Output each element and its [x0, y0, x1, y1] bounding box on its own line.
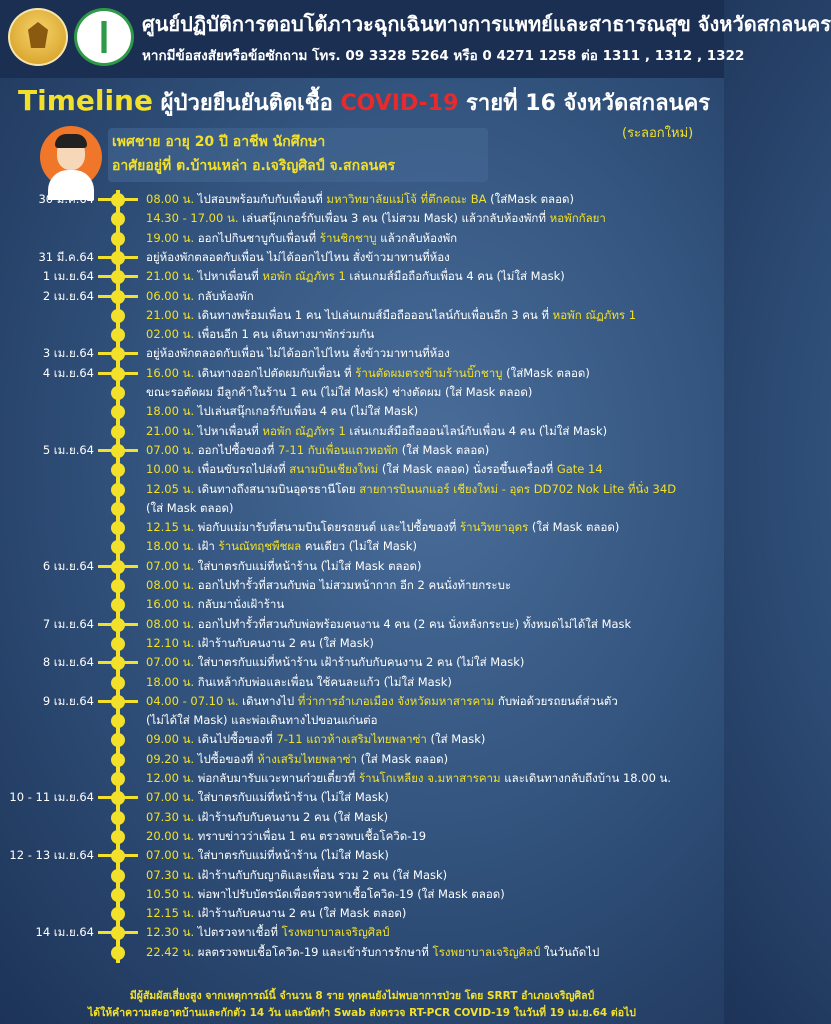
event-highlight: 08.00 น. — [146, 616, 198, 631]
event-highlight: 12.05 น. — [146, 481, 198, 496]
event-highlight: 12.15 น. — [146, 906, 198, 921]
timeline-event — [146, 595, 284, 614]
timeline-row — [0, 692, 724, 711]
timeline-row — [0, 750, 724, 769]
timeline-row — [0, 460, 724, 479]
timeline-event — [146, 730, 485, 749]
event-highlight: 07.00 น. — [146, 655, 198, 670]
event-highlight: 7-11 แถวห้างเสริมไทยพลาซ่า — [276, 732, 427, 747]
event-text: (ไม่ได้ใส่ Mask) และพ่อเดินทางไปขอนแก่นต่อ — [146, 713, 378, 728]
timeline-dot — [111, 386, 125, 400]
event-text: ไปสอบพร้อมกับกับเพื่อนที่ — [197, 192, 327, 206]
event-highlight: 07.30 น. — [146, 867, 198, 882]
timeline-event — [146, 460, 603, 479]
event-text: ผลตรวจพบเชื้อโควิด-19 และเข้ารับการรักษาที่ — [197, 944, 433, 959]
timeline-dot — [111, 309, 125, 323]
timeline-dot — [111, 212, 125, 226]
timeline-row — [0, 595, 724, 614]
event-highlight: 21.00 น. — [146, 423, 198, 438]
event-text: เพื่อนอีก 1 คน เดินทางมาพักร่วมกัน — [197, 327, 375, 342]
patient-info-box — [108, 128, 488, 182]
timeline-dot — [111, 907, 125, 921]
event-highlight: 02.00 น. — [146, 327, 198, 342]
timeline-dot — [111, 849, 125, 863]
timeline-event — [146, 827, 426, 846]
timeline-event — [146, 306, 636, 325]
event-highlight: 20.00 น. — [146, 828, 198, 843]
event-text: ไปตรวจหาเชื้อที่ — [197, 925, 282, 940]
timeline-dot — [111, 637, 125, 651]
timeline-event — [146, 325, 374, 344]
event-text: ใส่บาตรกับแม่ที่หน้าร้าน (ไม่ใส่ Mask) — [197, 848, 389, 863]
timeline-row — [0, 615, 724, 634]
title-relapse-note: (ระลอกใหม่) — [622, 126, 694, 141]
timeline-dot — [111, 405, 125, 419]
event-text: ออกไปกินชาบูกับเพื่อนที่ — [197, 230, 320, 245]
event-text: ใส่บาตรกับแม่ที่หน้าร้าน เฝ้าร้านกับกับคนงาน 2 คน (ไม่ใส่ Mask) — [197, 655, 525, 670]
event-text: เดินไปซื้อของที่ — [197, 732, 277, 747]
timeline-date: 9 เม.ย.64 — [42, 693, 94, 708]
timeline-event — [146, 248, 450, 267]
timeline-event — [146, 808, 388, 827]
event-highlight: 08.00 น. — [146, 578, 198, 592]
event-text: เฝ้า — [197, 539, 219, 554]
timeline-row — [0, 808, 724, 827]
event-text: (ใส่ Mask ตลอด) นั่งรอขึ้นเครื่องที่ — [378, 462, 557, 477]
title-part2: รายที่ 16 จังหวัดสกลนคร — [458, 91, 711, 116]
event-highlight: ร้านณัทฤชพืชผล — [218, 539, 302, 554]
timeline-date: 31 มี.ค.64 — [38, 249, 94, 264]
timeline-dot — [111, 830, 125, 844]
event-highlight: 21.00 น. — [146, 269, 198, 284]
event-text: ในวันถัดไป — [540, 944, 600, 959]
timeline-dot — [111, 328, 125, 342]
timeline-row — [0, 788, 724, 807]
timeline-row — [0, 711, 724, 730]
timeline-event — [146, 885, 505, 904]
event-text: ทราบข่าวว่าเพื่อน 1 คน ตรวจพบเชื้อโควิด-19 — [197, 828, 427, 843]
timeline-row — [0, 673, 724, 692]
timeline-dot — [111, 290, 125, 304]
patient-info-line2: อาศัยอยู่ที่ ต.บ้านเหล่า อ.เจริญศิลป์ จ.สกลนคร — [112, 158, 396, 174]
timeline-event — [146, 615, 631, 634]
timeline-row — [0, 653, 724, 672]
event-highlight: 22.42 น. — [146, 944, 198, 959]
event-text: กลับห้องพัก — [197, 288, 254, 303]
timeline-row — [0, 923, 724, 942]
event-text: (ใส่ Mask ตลอด) — [356, 751, 449, 766]
avatar-hair — [55, 134, 87, 148]
timeline-event — [146, 267, 565, 286]
event-highlight: 06.00 น. — [146, 288, 198, 303]
event-highlight: 04.00 - 07.10 น. — [146, 693, 243, 708]
province-seal-logo — [8, 8, 68, 66]
footer-note — [0, 988, 724, 1022]
event-text: เฝ้าร้านกับกับคนงาน 2 คน (ใส่ Mask) — [197, 809, 389, 824]
timeline-event — [146, 383, 532, 402]
timeline-dot — [111, 753, 125, 767]
event-text: เฝ้าร้านกับกับญาติและเพื่อน รวม 2 คน (ใส่ Mask) — [197, 867, 448, 882]
timeline-event — [146, 190, 574, 209]
timeline-row — [0, 422, 724, 441]
event-highlight: หอพัก ณัฏภัทร 1 — [262, 423, 346, 438]
event-text: เพื่อนขับรถไปส่งที่ — [197, 462, 290, 477]
timeline-row — [0, 229, 724, 248]
timeline-dot — [111, 560, 125, 574]
timeline-date: 1 เม.ย.64 — [42, 269, 94, 284]
event-highlight: 19.00 น. — [146, 230, 198, 245]
timeline-dot — [111, 444, 125, 458]
header-title: ศูนย์ปฏิบัติการตอบโต้ภาวะฉุกเฉินทางการแพทย์และสาธารณสุข จังหวัดสกลนคร — [142, 12, 831, 36]
timeline-event — [146, 846, 389, 865]
event-highlight: ที่ว่าการอำเภอเมือง จังหวัดมหาสารคาม — [297, 693, 495, 708]
timeline-event — [146, 344, 450, 363]
timeline-dot — [111, 502, 125, 516]
timeline-dot — [111, 521, 125, 535]
event-highlight: 16.00 น. — [146, 597, 198, 612]
event-text: อยู่ห้องพักตลอดกับเพื่อน ไม่ได้ออกไปไหน สั่งข้าวมาทานที่ห้อง — [146, 249, 450, 264]
timeline-event — [146, 499, 233, 518]
event-text: และเดินทางกลับถึงบ้าน 18.00 น. — [500, 771, 672, 785]
title-timeline: Timeline — [18, 84, 153, 117]
timeline-event — [146, 287, 254, 306]
timeline-dot — [111, 714, 125, 728]
timeline-dot — [111, 270, 125, 284]
timeline-row — [0, 769, 724, 788]
timeline-event — [146, 209, 606, 228]
timeline-event — [146, 537, 417, 556]
event-highlight: หอพัก ณัฏภัทร 1 — [262, 269, 346, 284]
event-text: (ใส่ Mask ตลอด) — [528, 520, 620, 535]
event-highlight: 10.50 น. — [146, 886, 198, 901]
timeline-row — [0, 480, 724, 499]
event-highlight: หอพัก ณัฏภัทร 1 — [552, 307, 637, 322]
event-highlight: ร้านตัดผมตรงข้ามร้านบิ๊กชาบู — [355, 365, 503, 380]
event-highlight: สนามบินเชียงใหม่ — [289, 462, 379, 477]
event-text: พ่อกับแม่มารับที่สนามบินโดยรถยนต์ และไปซื้อของที่ — [197, 520, 460, 535]
event-highlight: สายการบินนกแอร์ เชียงใหม่ - อุดร DD702 Nok Lite ที่นั่ง 34D — [359, 481, 677, 496]
timeline-dot — [111, 656, 125, 670]
timeline-dot — [111, 695, 125, 709]
timeline-event — [146, 518, 619, 537]
timeline-date: 30 มี.ค.64 — [38, 192, 94, 206]
timeline-event — [146, 402, 418, 421]
timeline-event — [146, 943, 599, 962]
timeline-dot — [111, 618, 125, 632]
event-highlight: 14.30 - 17.00 น. — [146, 211, 243, 226]
timeline-event — [146, 923, 389, 942]
event-highlight: 18.00 น. — [146, 404, 198, 419]
timeline-event — [146, 653, 524, 672]
event-highlight: 7-11 กับเพื่อนแถวหอพัก — [277, 442, 399, 457]
event-highlight: 07.00 น. — [146, 442, 198, 457]
timeline-event — [146, 229, 457, 248]
event-highlight: ห้างเสริมไทยพลาซ่า — [257, 751, 357, 766]
event-text: (ใส่ Mask ตลอด) — [146, 500, 234, 515]
event-text: กลับมานั่งเฝ้าร้าน — [197, 597, 285, 612]
timeline-row — [0, 248, 724, 267]
timeline-date: 7 เม.ย.64 — [42, 616, 94, 631]
event-text: ไปซื้อของที่ — [197, 751, 258, 766]
event-text: ใส่บาตรกับแม่ที่หน้าร้าน (ไม่ใส่ Mask) — [197, 790, 389, 805]
timeline-date: 2 เม.ย.64 — [42, 288, 94, 303]
timeline-event — [146, 364, 590, 383]
event-text: กินเหล้ากับพ่อและเพื่อน ใช้คนละแก้ว (ไม่ใส่ Mask) — [197, 674, 452, 689]
event-highlight: 07.00 น. — [146, 848, 198, 863]
timeline-row — [0, 364, 724, 383]
timeline-dot — [111, 869, 125, 883]
timeline-row — [0, 441, 724, 460]
event-text: เฝ้าร้านกับคนงาน 2 คน (ใส่ Mask ตลอด) — [197, 906, 407, 921]
timeline-dot — [111, 483, 125, 497]
timeline-date: 5 เม.ย.64 — [42, 442, 94, 457]
timeline-event — [146, 441, 489, 460]
event-text: ออกไปซื้อของที่ — [197, 442, 278, 457]
event-text: พ่อพาไปรับบัตรนัดเพื่อตรวจหาเชื้อโควิด-19 (ใส่ Mask ตลอด) — [197, 886, 505, 901]
timeline-event — [146, 711, 378, 730]
timeline-row — [0, 885, 724, 904]
timeline-row — [0, 904, 724, 923]
timeline-date: 4 เม.ย.64 — [42, 365, 94, 380]
patient-avatar-icon — [40, 126, 102, 188]
header-contact: หากมีข้อสงสัยหรือข้อซักถาม โทร. 09 3328 5264 หรือ 0 4271 1258 ต่อ 1311 , 1312 , 1322 — [142, 48, 745, 64]
timeline-event — [146, 788, 389, 807]
patient-info-line1: เพศชาย อายุ 20 ปี อาชีพ นักศึกษา — [112, 134, 326, 150]
timeline-row — [0, 730, 724, 749]
timeline-date: 12 - 13 เม.ย.64 — [9, 848, 94, 863]
event-highlight: 12.15 น. — [146, 520, 198, 535]
timeline-row — [0, 576, 724, 595]
event-text: ออกไปทำรั้วที่สวนกับพ่อ ไม่สวมหน้ากาก อีก 2 คนนั่งท้ายกระบะ — [197, 578, 512, 592]
event-text: พ่อกลับมารับแวะทานก๋วยเตี๋ยวที่ — [197, 771, 359, 785]
header-bar — [0, 0, 831, 78]
event-text: (ใส่Mask ตลอด) — [486, 192, 574, 206]
timeline-row — [0, 518, 724, 537]
event-text: เฝ้าร้านกับคนงาน 2 คน (ใส่ Mask) — [197, 635, 374, 650]
timeline-dot — [111, 926, 125, 940]
event-text: ขณะรอตัดผม มีลูกค้าในร้าน 1 คน (ไม่ใส่ Mask) ช่างตัดผม (ใส่ Mask ตลอด) — [146, 385, 533, 399]
timeline-event — [146, 904, 406, 923]
timeline-date: 8 เม.ย.64 — [42, 655, 94, 670]
timeline-row — [0, 634, 724, 653]
event-highlight: โรงพยาบาลเจริญศิลป์ — [432, 944, 541, 959]
timeline-row — [0, 866, 724, 885]
footer-line2: ได้ให้คำความสะอาดบ้านและกักตัว 14 วัน และนัดทำ Swab ส่งตรวจ RT-PCR COVID-19 ในวันที่ 19 เม.ย.64 ต่อไป — [88, 1007, 636, 1019]
timeline-row — [0, 827, 724, 846]
timeline-row — [0, 846, 724, 865]
timeline-dot — [111, 193, 125, 207]
timeline-dot — [111, 791, 125, 805]
timeline-dot — [111, 540, 125, 554]
timeline-event — [146, 866, 447, 885]
timeline-dot — [111, 946, 125, 960]
timeline-dot — [111, 888, 125, 902]
page-title — [18, 84, 710, 120]
timeline-row — [0, 267, 724, 286]
event-highlight: 12.30 น. — [146, 925, 198, 940]
timeline-dot — [111, 463, 125, 477]
event-highlight: 07.00 น. — [146, 790, 198, 805]
timeline-row — [0, 943, 724, 962]
timeline-row — [0, 537, 724, 556]
timeline-row — [0, 306, 724, 325]
timeline-dot — [111, 733, 125, 747]
event-highlight: 18.00 น. — [146, 539, 198, 554]
timeline-dot — [111, 579, 125, 593]
timeline-date: 6 เม.ย.64 — [42, 558, 94, 573]
event-highlight: ร้านโกเหลียง จ.มหาสารคาม — [359, 771, 501, 785]
timeline-event — [146, 557, 421, 576]
timeline-dot — [111, 772, 125, 786]
event-highlight: โรงพยาบาลเจริญศิลป์ — [281, 925, 390, 940]
timeline-row — [0, 209, 724, 228]
event-highlight: 12.10 น. — [146, 635, 198, 650]
timeline-dot — [111, 425, 125, 439]
timeline-row — [0, 383, 724, 402]
timeline-row — [0, 190, 724, 209]
event-highlight: มหาวิทยาลัยแม่โจ้ ที่ตึกคณะ BA — [326, 192, 487, 206]
event-highlight: 07.30 น. — [146, 809, 198, 824]
event-highlight: Gate 14 — [556, 462, 603, 477]
event-text: (ใส่ Mask ตลอด) — [398, 442, 490, 457]
event-text: เดินทางถึงสนามบินอุดรธานีโดย — [197, 481, 360, 496]
event-highlight: ร้านชิกชาบู — [319, 230, 377, 245]
event-text: (ใส่Mask ตลอด) — [502, 365, 590, 380]
timeline-dot — [111, 251, 125, 265]
event-text: อยู่ห้องพักตลอดกับเพื่อน ไม่ได้ออกไปไหน สั่งข้าวมาทานที่ห้อง — [146, 346, 450, 361]
timeline-date: 10 - 11 เม.ย.64 — [9, 790, 94, 805]
timeline-event — [146, 750, 448, 769]
event-text: แล้วกลับห้องพัก — [376, 230, 458, 245]
timeline-event — [146, 576, 511, 595]
event-text: เล่นเกมส์มือถือออนไลน์กับเพื่อน 4 คน (ไม่ใส่ Mask) — [345, 423, 608, 438]
timeline-dot — [111, 232, 125, 246]
event-text: เดินทางออกไปตัดผมกับเพื่อน ที่ — [197, 365, 356, 380]
timeline-event — [146, 692, 618, 711]
timeline-event — [146, 422, 607, 441]
event-highlight: 18.00 น. — [146, 674, 198, 689]
timeline-event — [146, 769, 671, 788]
event-text: เล่นเกมส์มือถือกับเพื่อน 4 คน (ไม่ใส่ Mask) — [345, 269, 565, 284]
timeline-row — [0, 287, 724, 306]
timeline-row — [0, 557, 724, 576]
event-text: ไปเล่นสนุ๊กเกอร์กับเพื่อน 4 คน (ไม่ใส่ Mask) — [197, 404, 419, 419]
event-text: ออกไปทำรั้วที่สวนกับพ่อพร้อมคนงาน 4 คน (2 คน นั่งหลังกระบะ) ทั้งหมดไม่ได้ใส่ Mask — [197, 616, 632, 631]
event-text: ไปหาเพื่อนที่ — [197, 269, 263, 284]
timeline-event — [146, 480, 676, 499]
event-highlight: 09.20 น. — [146, 751, 198, 766]
timeline-row — [0, 344, 724, 363]
timeline-dot — [111, 347, 125, 361]
ministry-of-public-health-logo — [74, 8, 134, 66]
event-highlight: หอพักกัลยา — [549, 211, 606, 226]
event-text: เดินทางไป — [242, 693, 298, 708]
event-highlight: 12.00 น. — [146, 771, 198, 785]
timeline-row — [0, 499, 724, 518]
timeline-date: 14 เม.ย.64 — [35, 925, 94, 940]
timeline-dot — [111, 811, 125, 825]
event-highlight: 10.00 น. — [146, 462, 198, 477]
timeline-dot — [111, 676, 125, 690]
event-highlight: 21.00 น. — [146, 307, 198, 322]
event-highlight: 07.00 น. — [146, 558, 198, 573]
timeline-event — [146, 673, 452, 692]
timeline-row — [0, 325, 724, 344]
timeline-row — [0, 402, 724, 421]
event-highlight: 08.00 น. — [146, 192, 198, 206]
event-text: กับพ่อด้วยรถยนต์ส่วนตัว — [494, 693, 618, 708]
event-text: คนเดียว (ไม่ใส่ Mask) — [301, 539, 417, 554]
event-text: เล่นสนุ๊กเกอร์กับเพื่อน 3 คน (ไม่สวม Mask) แล้วกลับห้องพักที่ — [242, 211, 550, 226]
event-text: เดินทางพร้อมเพื่อน 1 คน ไปเล่นเกมส์มือถือออนไลน์กับเพื่อนอีก 3 คน ที่ — [197, 307, 553, 322]
event-highlight: 16.00 น. — [146, 365, 198, 380]
event-highlight: ร้านวิทยาอุดร — [459, 520, 529, 535]
event-text: ใส่บาตรกับแม่ที่หน้าร้าน (ไม่ใส่ Mask ตลอด) — [197, 558, 422, 573]
timeline-dot — [111, 367, 125, 381]
event-text: (ใส่ Mask) — [426, 732, 486, 747]
timeline-date: 3 เม.ย.64 — [42, 346, 94, 361]
event-highlight: 09.00 น. — [146, 732, 198, 747]
title-part1: ผู้ป่วยยืนยันติดเชื้อ — [152, 91, 341, 116]
footer-line1: มีผู้สัมผัสเสี่ยงสูง จากเหตุการณ์นี้ จำนวน 8 ราย ทุกคนยังไม่พบอาการป่วย โดย SRRT อำเภอเจริญศิลป์ — [129, 990, 595, 1002]
title-covid: COVID-19 — [340, 91, 459, 116]
event-text: ไปหาเพื่อนที่ — [197, 423, 263, 438]
timeline-dot — [111, 598, 125, 612]
timeline-event — [146, 634, 374, 653]
